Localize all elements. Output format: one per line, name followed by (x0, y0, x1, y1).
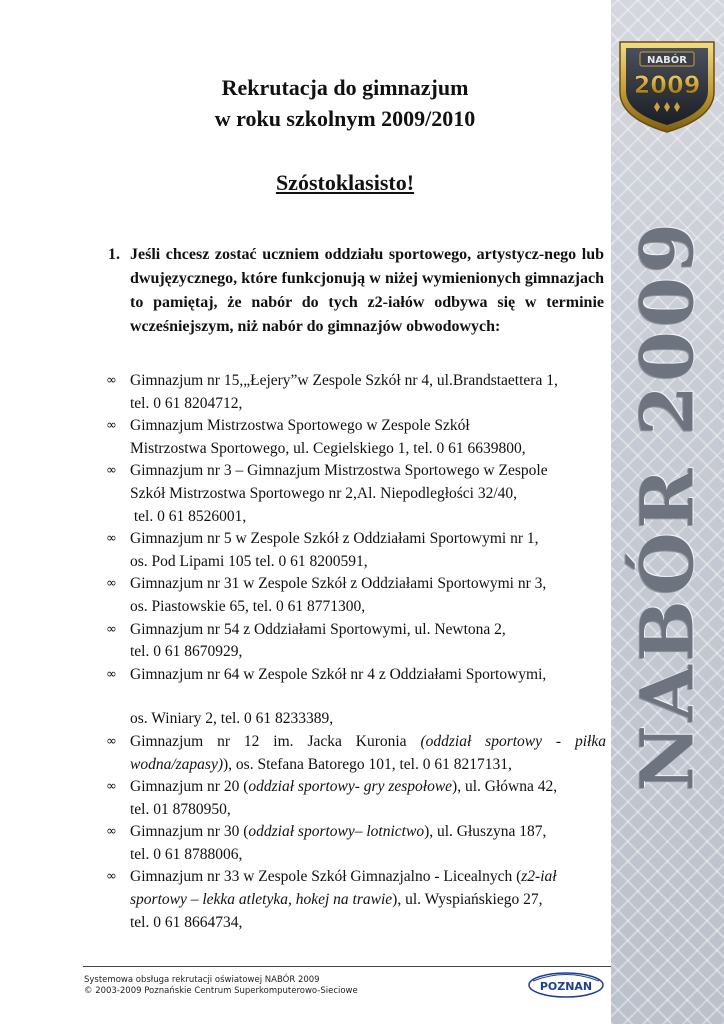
intro-number: 1. (108, 246, 120, 263)
school-line: os. Piastowskie 65, tel. 0 61 8771300, (130, 597, 366, 615)
school-line: Gimnazjum nr 3 – Gimnazjum Mistrzostwa Sportowego w Zespole (130, 462, 548, 480)
school-text: Gimnazjum nr 30 ( (130, 823, 249, 841)
school-line: tel. 0 61 8664734, (130, 913, 243, 931)
school-line: Gimnazjum nr 54 z Oddziałami Sportowymi, ul. Newtona 2, (130, 620, 506, 638)
infinity-bullet-icon: ∞ (106, 621, 117, 637)
school-list (106, 370, 606, 934)
infinity-bullet-icon: ∞ (106, 531, 117, 547)
school-line: Gimnazjum nr 64 w Zespole Szkół nr 4 z Oddziałami Sportowymi, (130, 665, 547, 683)
school-line: Gimnazjum Mistrzostwa Sportowego w Zespole Szkół (130, 417, 470, 435)
school-line: Szkół Mistrzostwa Sportowego nr 2,Al. Niepodległości 32/40, (130, 484, 518, 502)
school-note: oddział sportowy– lotnictwo (248, 823, 425, 841)
infinity-bullet-icon: ∞ (106, 463, 117, 479)
poznan-logo (527, 970, 605, 998)
intro-paragraph (108, 243, 604, 339)
school-text: Gimnazjum nr 12 im. Jacka Kuronia (130, 732, 421, 750)
page-title-line2: w roku szkolnym 2009/2010 (214, 106, 476, 131)
infinity-bullet-icon: ∞ (106, 779, 117, 795)
school-line: os. Pod Lipami 105 tel. 0 61 8200591, (130, 552, 368, 570)
footer-line2: © 2003-2009 Poznańskie Centrum Superkomputerowo-Sieciowe (84, 986, 358, 996)
school-line: tel. 0 61 8788006, (130, 845, 243, 863)
school-line: tel. 0 61 8204712, (130, 394, 243, 412)
school-note: (oddział sportowy - piłka wodna/zapasy) (130, 732, 606, 773)
infinity-bullet-icon: ∞ (106, 733, 117, 749)
school-line: tel. 0 61 8526001, (130, 507, 247, 525)
school-line: tel. 0 61 8670929, (130, 643, 243, 661)
list-item (106, 619, 606, 664)
badge-year-text: 2009 (633, 71, 701, 99)
school-line: Mistrzostwa Sportowego, ul. Cegielskiego 1, tel. 0 61 6639800, (130, 439, 526, 457)
school-text: ), ul. Wyspiańskiego 27, (392, 891, 543, 909)
list-item (106, 776, 606, 821)
footer-line1: Systemowa obsługa rekrutacji oświatowej NABÓR 2009 (84, 975, 320, 985)
vertical-watermark-text: NABÓR 2009 (624, 219, 710, 791)
page-title-line1: Rekrutacja do gimnazjum (221, 75, 469, 100)
infinity-bullet-icon: ∞ (106, 576, 117, 592)
subtitle: Szóstoklasisto! (275, 170, 415, 195)
list-item (106, 460, 606, 528)
infinity-bullet-icon: ∞ (106, 373, 117, 388)
list-item (106, 866, 606, 934)
infinity-bullet-icon: ∞ (106, 666, 117, 682)
list-item (106, 415, 606, 460)
school-line: os. Winiary 2, tel. 0 61 8233389, (130, 710, 334, 728)
school-line: Gimnazjum nr 5 w Zespole Szkół z Oddziałami Sportowymi nr 1, (130, 530, 539, 548)
infinity-bullet-icon: ∞ (106, 418, 117, 434)
footer-text (84, 975, 358, 997)
intro-text: Jeśli chcesz zostać uczniem oddziału sportowego, artystycz-nego lub dwujęzycznego, które funkcjonują w niżej wymienionych gimnazjach to pamiętaj, że nabór do tych z2-iałów odbywa się w terminie wcześniejszym, niż nabór do gimnazjów obwodowych: (130, 246, 604, 335)
school-line: tel. 01 8780950, (130, 800, 231, 818)
school-text: ), os. Stefana Batorego 101, tel. 0 61 8217131, (223, 755, 512, 773)
school-text: ), ul. Główna 42, (452, 778, 558, 796)
school-line: Gimnazjum nr 15,„Łejery”w Zespole Szkół nr 4, ul.Brandstaettera 1, (130, 372, 558, 389)
school-text: Gimnazjum nr 20 ( (130, 778, 249, 796)
school-text: ), ul. Głuszyna 187, (424, 823, 547, 841)
school-note: z2-iał sportowy – lekka atletyka, hokej na trawie (130, 868, 557, 909)
school-line: Gimnazjum nr 31 w Zespole Szkół z Oddziałami Sportowymi nr 3, (130, 575, 547, 593)
school-text: Gimnazjum nr 33 w Zespole Szkół Gimnazjalno - Licealnych ( (130, 868, 522, 886)
list-item (106, 573, 606, 618)
badge-label-text: NABÓR (647, 55, 687, 66)
list-item (106, 370, 606, 415)
infinity-bullet-icon: ∞ (106, 869, 117, 885)
list-item (106, 528, 606, 573)
infinity-bullet-icon: ∞ (106, 824, 117, 840)
school-note: oddział sportowy- gry zespołowe (248, 778, 453, 796)
list-item (106, 731, 606, 776)
footer-divider (83, 966, 611, 967)
list-item (106, 664, 606, 731)
logo-text: POZNAN (539, 980, 593, 993)
list-item (106, 821, 606, 866)
